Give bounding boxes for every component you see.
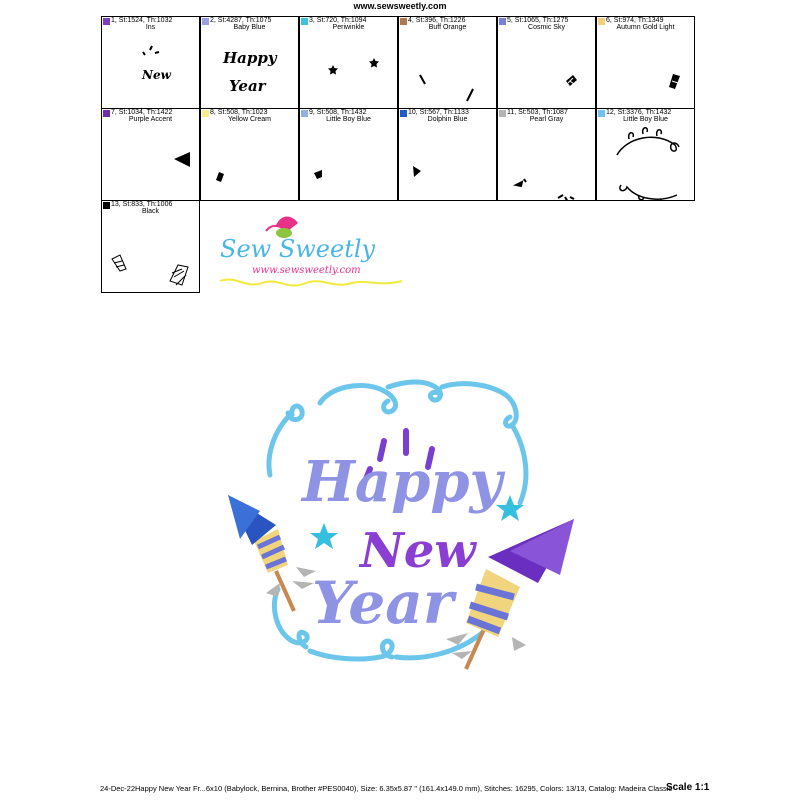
thread-cell: [101, 200, 200, 293]
thread-cell: [101, 108, 200, 201]
thread-name: Black: [141, 208, 160, 215]
thread-name: Buff Orange: [428, 24, 467, 31]
thread-name: Yellow Cream: [228, 116, 271, 123]
thread-preview: [102, 17, 200, 109]
star-icon: [369, 58, 379, 68]
design-text-year: Year: [312, 569, 454, 637]
preview-text-year: Year: [229, 77, 266, 95]
thread-name: Autumn Gold Light: [616, 24, 675, 31]
thread-cell: [200, 108, 299, 201]
thread-name: Periwinkle: [332, 24, 365, 31]
thread-name: Dolphin Blue: [427, 116, 468, 123]
thread-stitch-info: 10, St:567, Th:1133: [408, 109, 469, 116]
design-text-happy: Happy: [302, 449, 503, 515]
rocket-outline-icon: [112, 255, 126, 271]
logo-brand-text: Sew Sweetly: [220, 235, 376, 263]
thread-stitch-info: 6, St:974, Th:1349: [606, 17, 664, 24]
embroidery-design: [220, 375, 585, 700]
thread-name: Cosmic Sky: [528, 24, 565, 31]
thread-name: Little Boy Blue: [326, 116, 371, 123]
thread-stitch-info: 7, St:1034, Th:1422: [111, 109, 173, 116]
thread-cell: [596, 16, 695, 109]
thread-cell: [101, 16, 200, 109]
thread-preview: [201, 109, 299, 201]
thread-preview: [399, 109, 497, 201]
thread-preview: [399, 17, 497, 109]
thread-name: Pearl Gray: [529, 116, 564, 123]
thread-stitch-info: 13, St:833, Th:1006: [111, 201, 173, 208]
star-icon: [310, 523, 338, 549]
thread-preview: [201, 17, 299, 109]
thread-cell: [299, 108, 398, 201]
thread-preview: [498, 109, 596, 201]
thread-cell: [299, 16, 398, 109]
thread-cell: [596, 108, 695, 201]
thread-stitch-info: 8, St:508, Th:1023: [210, 109, 268, 116]
thread-name: Little Boy Blue: [623, 116, 668, 123]
rocket-outline-icon: [170, 265, 188, 285]
thread-preview: [300, 17, 398, 109]
site-url[interactable]: www.sewsweetly.com: [353, 1, 447, 11]
design-info-footer: 24-Dec-22Happy New Year Fr...6x10 (Babylock, Bernina, Brother #PES0040), Size: 6.35x5.87 " (161.4x149.0 mm), Stitches: 16295, Colors: 13/13, Catalog: Madeira Classic: [100, 784, 673, 793]
thread-preview: [300, 109, 398, 201]
thread-stitch-info: 4, St:396, Th:1226: [408, 17, 466, 24]
thread-name: Purple Accent: [128, 116, 173, 123]
thread-stitch-info: 1, St:1524, Th:1032: [111, 17, 173, 24]
thread-name: Baby Blue: [233, 24, 266, 31]
thread-stitch-info: 3, St:720, Th:1094: [309, 17, 367, 24]
thread-cell: [497, 16, 596, 109]
thread-stitch-info: 12, St:3376, Th:1432: [606, 109, 672, 116]
thread-preview: [597, 109, 695, 201]
sew-sweetly-logo[interactable]: [206, 205, 406, 295]
thread-stitch-info: 11, St:503, Th:1087: [507, 109, 568, 116]
left-rocket-icon: [228, 495, 294, 611]
preview-text-happy: Happy: [223, 49, 277, 67]
thread-stitch-info: 9, St:508, Th:1432: [309, 109, 367, 116]
thread-stitch-info: 2, St:4287, Th:1075: [210, 17, 272, 24]
preview-text-new: New: [142, 68, 171, 82]
thread-preview: [597, 17, 695, 109]
thread-preview: [498, 17, 596, 109]
thread-cell: [398, 108, 497, 201]
logo-url-text: www.sewsweetly.com: [252, 265, 361, 276]
thread-stitch-info: 5, St:1065, Th:1275: [507, 17, 569, 24]
thread-cell: [200, 16, 299, 109]
scale-label: Scale 1:1: [666, 782, 710, 793]
thread-name: Ins: [145, 24, 156, 31]
thread-cell: [497, 108, 596, 201]
thread-preview: [102, 109, 200, 201]
star-icon: [328, 65, 338, 75]
thread-preview: [102, 201, 200, 293]
design-text-new: New: [360, 523, 476, 579]
thread-cell: [398, 16, 497, 109]
